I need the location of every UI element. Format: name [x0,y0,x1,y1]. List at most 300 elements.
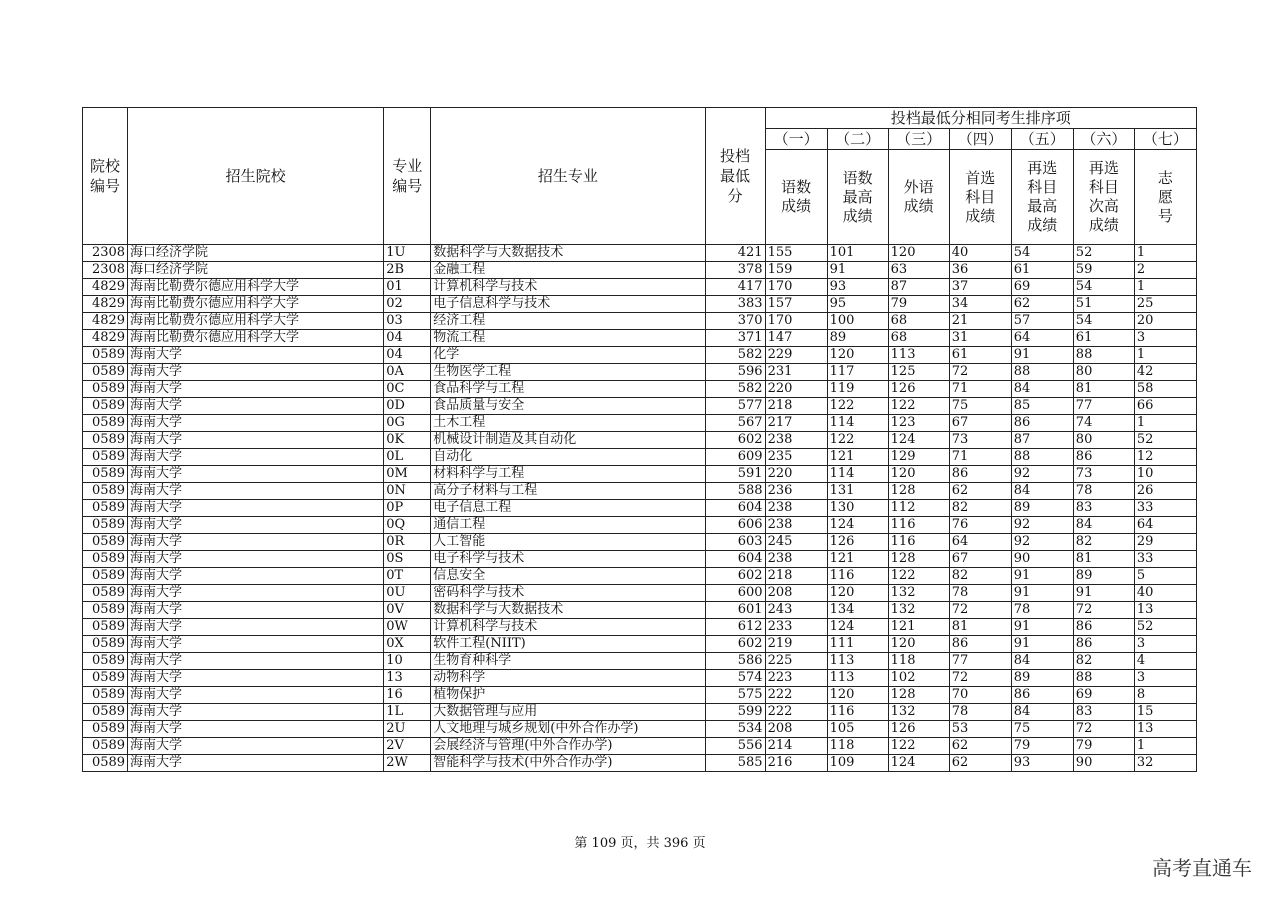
school-code-cell: 0589 [83,500,128,517]
tiebreak-5-cell: 54 [1011,245,1073,262]
tiebreak-3-cell: 121 [888,619,949,636]
tiebreak-1-cell: 214 [765,738,827,755]
major-name-cell: 高分子材料与工程 [431,483,705,500]
major-name-cell: 金融工程 [431,262,705,279]
tiebreak-6-cell: 83 [1073,500,1134,517]
major-code-cell: 1L [384,704,431,721]
school-name-cell: 海南比勒费尔德应用科学大学 [128,330,384,347]
school-code-cell: 0589 [83,364,128,381]
tiebreak-5-cell: 86 [1011,415,1073,432]
tiebreak-5-cell: 86 [1011,687,1073,704]
table-row [83,500,1197,517]
tiebreak-7-cell: 8 [1134,687,1196,704]
tiebreak-5-cell: 61 [1011,262,1073,279]
tiebreak-4-cell: 78 [949,704,1011,721]
major-name-cell: 信息安全 [431,568,705,585]
tiebreak-1-cell: 235 [765,449,827,466]
tiebreak-7-cell: 12 [1134,449,1196,466]
tiebreak-2-cell: 113 [827,670,888,687]
min-score-cell: 371 [705,330,765,347]
school-code-cell: 0589 [83,568,128,585]
major-code-cell: 03 [384,313,431,330]
tiebreak-5-cell: 90 [1011,551,1073,568]
tiebreak-7-cell: 52 [1134,432,1196,449]
tiebreak-4-cell: 86 [949,636,1011,653]
school-name-cell: 海南大学 [128,653,384,670]
table-row [83,602,1197,619]
tiebreak-2-cell: 101 [827,245,888,262]
school-name-cell: 海南大学 [128,381,384,398]
min-score-cell: 599 [705,704,765,721]
school-name-cell: 海南大学 [128,551,384,568]
min-score-cell: 370 [705,313,765,330]
tiebreak-4-cell: 61 [949,347,1011,364]
tiebreak-6-cell: 54 [1073,313,1134,330]
table-row [83,687,1197,704]
school-code-cell: 0589 [83,517,128,534]
tiebreak-3-cell: 128 [888,551,949,568]
tiebreak-5-cell: 88 [1011,364,1073,381]
tiebreak-7-cell: 4 [1134,653,1196,670]
school-name-cell: 海南大学 [128,517,384,534]
major-code-cell: 0D [384,398,431,415]
school-code-cell: 0589 [83,619,128,636]
tiebreak-1-cell: 222 [765,687,827,704]
tiebreak-6-cell: 80 [1073,364,1134,381]
table-row [83,466,1197,483]
school-name-cell: 海南大学 [128,483,384,500]
tiebreak-5-cell: 91 [1011,568,1073,585]
major-code-cell: 0C [384,381,431,398]
table-row [83,517,1197,534]
min-score-cell: 585 [705,755,765,772]
tiebreak-number-5: （五） [1011,129,1073,150]
major-name-cell: 经济工程 [431,313,705,330]
min-score-cell: 606 [705,517,765,534]
tiebreak-2-cell: 89 [827,330,888,347]
major-code-cell: 0M [384,466,431,483]
school-name-cell: 海南大学 [128,755,384,772]
major-name-cell: 机械设计制造及其自动化 [431,432,705,449]
major-name-cell: 物流工程 [431,330,705,347]
table-row [83,245,1197,262]
table-row [83,619,1197,636]
major-code-cell: 2B [384,262,431,279]
tiebreak-4-cell: 70 [949,687,1011,704]
major-name-cell: 自动化 [431,449,705,466]
major-name-cell: 数据科学与大数据技术 [431,602,705,619]
school-name-cell: 海南大学 [128,585,384,602]
table-row [83,330,1197,347]
school-code-cell: 0589 [83,704,128,721]
school-name-cell: 海南大学 [128,415,384,432]
min-score-cell: 556 [705,738,765,755]
min-score-cell: 574 [705,670,765,687]
school-name-cell: 海南大学 [128,449,384,466]
tiebreak-1-cell: 233 [765,619,827,636]
school-name-cell: 海南大学 [128,602,384,619]
min-score-cell: 383 [705,296,765,313]
tiebreak-7-cell: 1 [1134,738,1196,755]
major-code-cell: 0V [384,602,431,619]
tiebreak-5-cell: 85 [1011,398,1073,415]
tiebreak-6-cell: 82 [1073,534,1134,551]
min-score-cell: 417 [705,279,765,296]
table-row [83,704,1197,721]
tiebreak-6-cell: 74 [1073,415,1134,432]
school-code-cell: 4829 [83,296,128,313]
tiebreak-6-cell: 77 [1073,398,1134,415]
tiebreak-5-cell: 92 [1011,517,1073,534]
school-name-cell: 海南比勒费尔德应用科学大学 [128,279,384,296]
tiebreak-6-cell: 88 [1073,347,1134,364]
major-name-cell: 材料科学与工程 [431,466,705,483]
min-score-cell: 603 [705,534,765,551]
min-score-cell: 378 [705,262,765,279]
tiebreak-3-cell: 132 [888,585,949,602]
tiebreak-6-cell: 59 [1073,262,1134,279]
major-code-cell: 02 [384,296,431,313]
tiebreak-3-cell: 128 [888,483,949,500]
tiebreak-6-cell: 73 [1073,466,1134,483]
tiebreak-1-cell: 223 [765,670,827,687]
major-code-cell: 13 [384,670,431,687]
school-name-cell: 海南大学 [128,500,384,517]
tiebreak-2-cell: 113 [827,653,888,670]
tiebreak-2-cell: 114 [827,415,888,432]
major-code-cell: 16 [384,687,431,704]
min-score-cell: 596 [705,364,765,381]
tiebreak-1-cell: 217 [765,415,827,432]
major-name-cell: 电子科学与技术 [431,551,705,568]
tiebreak-3-cell: 120 [888,466,949,483]
tiebreak-7-cell: 20 [1134,313,1196,330]
table-row [83,568,1197,585]
school-name-cell: 海南比勒费尔德应用科学大学 [128,296,384,313]
tiebreak-3-cell: 124 [888,755,949,772]
tiebreak-7-cell: 10 [1134,466,1196,483]
min-score-cell: 601 [705,602,765,619]
major-name-cell: 植物保护 [431,687,705,704]
table-row [83,483,1197,500]
table-row [83,534,1197,551]
major-code-cell: 2U [384,721,431,738]
tiebreak-6-cell: 86 [1073,619,1134,636]
tiebreak-4-cell: 86 [949,466,1011,483]
tiebreak-3-cell: 120 [888,245,949,262]
page-footer: 第 109 页，共 396 页 [574,836,706,851]
tiebreak-6-cell: 91 [1073,585,1134,602]
tiebreak-2-cell: 111 [827,636,888,653]
tiebreak-7-cell: 25 [1134,296,1196,313]
header-min-score: 投档 最低 分 [705,108,765,245]
tiebreak-3-cell: 123 [888,415,949,432]
tiebreak-6-cell: 51 [1073,296,1134,313]
school-code-cell: 0589 [83,653,128,670]
school-name-cell: 海南大学 [128,619,384,636]
tiebreak-2-cell: 109 [827,755,888,772]
tiebreak-7-cell: 3 [1134,636,1196,653]
tiebreak-5-cell: 87 [1011,432,1073,449]
tiebreak-7-cell: 13 [1134,602,1196,619]
tiebreak-4-cell: 21 [949,313,1011,330]
min-score-cell: 604 [705,551,765,568]
tiebreak-1-cell: 238 [765,500,827,517]
tiebreak-3-cell: 132 [888,704,949,721]
tiebreak-6-cell: 88 [1073,670,1134,687]
tiebreak-7-cell: 32 [1134,755,1196,772]
tiebreak-3-cell: 132 [888,602,949,619]
tiebreak-label-7: 志 愿 号 [1134,150,1196,245]
school-code-cell: 0589 [83,347,128,364]
major-code-cell: 0P [384,500,431,517]
table-row [83,347,1197,364]
tiebreak-4-cell: 64 [949,534,1011,551]
tiebreak-1-cell: 147 [765,330,827,347]
tiebreak-4-cell: 78 [949,585,1011,602]
tiebreak-6-cell: 84 [1073,517,1134,534]
tiebreak-5-cell: 89 [1011,670,1073,687]
table-row [83,296,1197,313]
tiebreak-5-cell: 84 [1011,381,1073,398]
tiebreak-3-cell: 113 [888,347,949,364]
tiebreak-7-cell: 3 [1134,670,1196,687]
tiebreak-4-cell: 73 [949,432,1011,449]
tiebreak-4-cell: 62 [949,483,1011,500]
tiebreak-1-cell: 218 [765,568,827,585]
tiebreak-3-cell: 116 [888,517,949,534]
min-score-cell: 575 [705,687,765,704]
tiebreak-5-cell: 84 [1011,653,1073,670]
tiebreak-4-cell: 34 [949,296,1011,313]
school-code-cell: 0589 [83,670,128,687]
tiebreak-4-cell: 72 [949,670,1011,687]
tiebreak-6-cell: 81 [1073,381,1134,398]
table-row [83,398,1197,415]
tiebreak-4-cell: 31 [949,330,1011,347]
tiebreak-7-cell: 40 [1134,585,1196,602]
tiebreak-3-cell: 112 [888,500,949,517]
tiebreak-number-7: （七） [1134,129,1196,150]
school-code-cell: 0589 [83,432,128,449]
tiebreak-2-cell: 122 [827,398,888,415]
school-code-cell: 0589 [83,585,128,602]
table-row [83,415,1197,432]
tiebreak-7-cell: 33 [1134,500,1196,517]
tiebreak-number-6: （六） [1073,129,1134,150]
table-row [83,738,1197,755]
table-row [83,585,1197,602]
major-name-cell: 软件工程(NIIT) [431,636,705,653]
school-code-cell: 0589 [83,721,128,738]
major-code-cell: 10 [384,653,431,670]
school-code-cell: 0589 [83,398,128,415]
min-score-cell: 602 [705,568,765,585]
major-name-cell: 电子信息科学与技术 [431,296,705,313]
tiebreak-2-cell: 131 [827,483,888,500]
tiebreak-7-cell: 66 [1134,398,1196,415]
major-code-cell: 0Q [384,517,431,534]
tiebreak-3-cell: 102 [888,670,949,687]
min-score-cell: 582 [705,381,765,398]
tiebreak-7-cell: 1 [1134,279,1196,296]
tiebreak-3-cell: 122 [888,568,949,585]
school-name-cell: 海南大学 [128,721,384,738]
tiebreak-4-cell: 82 [949,568,1011,585]
tiebreak-4-cell: 62 [949,738,1011,755]
tiebreak-5-cell: 91 [1011,636,1073,653]
tiebreak-1-cell: 220 [765,381,827,398]
tiebreak-4-cell: 71 [949,381,1011,398]
min-score-cell: 604 [705,500,765,517]
school-code-cell: 0589 [83,738,128,755]
tiebreak-5-cell: 88 [1011,449,1073,466]
tiebreak-1-cell: 208 [765,585,827,602]
tiebreak-2-cell: 116 [827,704,888,721]
tiebreak-2-cell: 118 [827,738,888,755]
tiebreak-7-cell: 2 [1134,262,1196,279]
tiebreak-7-cell: 52 [1134,619,1196,636]
tiebreak-2-cell: 114 [827,466,888,483]
school-name-cell: 海口经济学院 [128,245,384,262]
tiebreak-2-cell: 100 [827,313,888,330]
tiebreak-label-1: 语数 成绩 [765,150,827,245]
school-code-cell: 2308 [83,262,128,279]
tiebreak-2-cell: 120 [827,687,888,704]
school-name-cell: 海南大学 [128,534,384,551]
min-score-cell: 577 [705,398,765,415]
tiebreak-1-cell: 245 [765,534,827,551]
table-row [83,262,1197,279]
tiebreak-6-cell: 80 [1073,432,1134,449]
tiebreak-7-cell: 33 [1134,551,1196,568]
tiebreak-4-cell: 67 [949,415,1011,432]
tiebreak-4-cell: 72 [949,602,1011,619]
school-code-cell: 2308 [83,245,128,262]
tiebreak-5-cell: 62 [1011,296,1073,313]
major-code-cell: 1U [384,245,431,262]
tiebreak-3-cell: 68 [888,313,949,330]
major-name-cell: 电子信息工程 [431,500,705,517]
table-row [83,449,1197,466]
tiebreak-3-cell: 122 [888,398,949,415]
school-name-cell: 海南大学 [128,364,384,381]
major-name-cell: 人工智能 [431,534,705,551]
table-row [83,670,1197,687]
major-code-cell: 0X [384,636,431,653]
tiebreak-1-cell: 229 [765,347,827,364]
school-name-cell: 海南大学 [128,687,384,704]
table-row [83,279,1197,296]
tiebreak-2-cell: 121 [827,449,888,466]
tiebreak-3-cell: 129 [888,449,949,466]
tiebreak-2-cell: 120 [827,585,888,602]
tiebreak-3-cell: 126 [888,381,949,398]
tiebreak-1-cell: 170 [765,279,827,296]
tiebreak-1-cell: 243 [765,602,827,619]
tiebreak-7-cell: 1 [1134,347,1196,364]
tiebreak-7-cell: 1 [1134,415,1196,432]
min-score-cell: 588 [705,483,765,500]
tiebreak-2-cell: 124 [827,517,888,534]
tiebreak-4-cell: 72 [949,364,1011,381]
tiebreak-5-cell: 79 [1011,738,1073,755]
min-score-cell: 602 [705,432,765,449]
tiebreak-5-cell: 84 [1011,704,1073,721]
tiebreak-3-cell: 118 [888,653,949,670]
tiebreak-1-cell: 155 [765,245,827,262]
tiebreak-label-2: 语数 最高 成绩 [827,150,888,245]
major-name-cell: 化学 [431,347,705,364]
tiebreak-5-cell: 91 [1011,619,1073,636]
major-name-cell: 密码科学与技术 [431,585,705,602]
major-name-cell: 会展经济与管理(中外合作办学) [431,738,705,755]
school-code-cell: 0589 [83,687,128,704]
tiebreak-number-4: （四） [949,129,1011,150]
major-code-cell: 0K [384,432,431,449]
tiebreak-1-cell: 159 [765,262,827,279]
school-name-cell: 海南大学 [128,704,384,721]
tiebreak-6-cell: 83 [1073,704,1134,721]
tiebreak-5-cell: 57 [1011,313,1073,330]
min-score-cell: 421 [705,245,765,262]
school-name-cell: 海南大学 [128,466,384,483]
table-row [83,755,1197,772]
header-tiebreak-group: 投档最低分相同考生排序项 [765,108,1196,129]
tiebreak-2-cell: 130 [827,500,888,517]
tiebreak-6-cell: 72 [1073,721,1134,738]
major-name-cell: 食品科学与工程 [431,381,705,398]
tiebreak-number-3: （三） [888,129,949,150]
school-name-cell: 海南大学 [128,568,384,585]
major-name-cell: 生物育种科学 [431,653,705,670]
tiebreak-1-cell: 216 [765,755,827,772]
tiebreak-6-cell: 52 [1073,245,1134,262]
tiebreak-5-cell: 92 [1011,466,1073,483]
tiebreak-7-cell: 26 [1134,483,1196,500]
tiebreak-2-cell: 93 [827,279,888,296]
major-name-cell: 智能科学与技术(中外合作办学) [431,755,705,772]
tiebreak-label-4: 首选 科目 成绩 [949,150,1011,245]
tiebreak-6-cell: 86 [1073,636,1134,653]
tiebreak-3-cell: 125 [888,364,949,381]
school-name-cell: 海南大学 [128,738,384,755]
major-name-cell: 土木工程 [431,415,705,432]
tiebreak-5-cell: 64 [1011,330,1073,347]
tiebreak-5-cell: 93 [1011,755,1073,772]
tiebreak-7-cell: 42 [1134,364,1196,381]
school-name-cell: 海南大学 [128,347,384,364]
school-code-cell: 0589 [83,466,128,483]
major-code-cell: 01 [384,279,431,296]
school-code-cell: 0589 [83,415,128,432]
school-code-cell: 0589 [83,551,128,568]
tiebreak-6-cell: 90 [1073,755,1134,772]
table-row [83,364,1197,381]
tiebreak-6-cell: 86 [1073,449,1134,466]
tiebreak-1-cell: 231 [765,364,827,381]
tiebreak-7-cell: 64 [1134,517,1196,534]
school-code-cell: 0589 [83,449,128,466]
watermark: 高考直通车 [1152,856,1252,880]
major-name-cell: 食品质量与安全 [431,398,705,415]
tiebreak-5-cell: 89 [1011,500,1073,517]
school-code-cell: 0589 [83,534,128,551]
tiebreak-label-5: 再选 科目 最高 成绩 [1011,150,1073,245]
tiebreak-7-cell: 29 [1134,534,1196,551]
major-code-cell: 0R [384,534,431,551]
min-score-cell: 586 [705,653,765,670]
